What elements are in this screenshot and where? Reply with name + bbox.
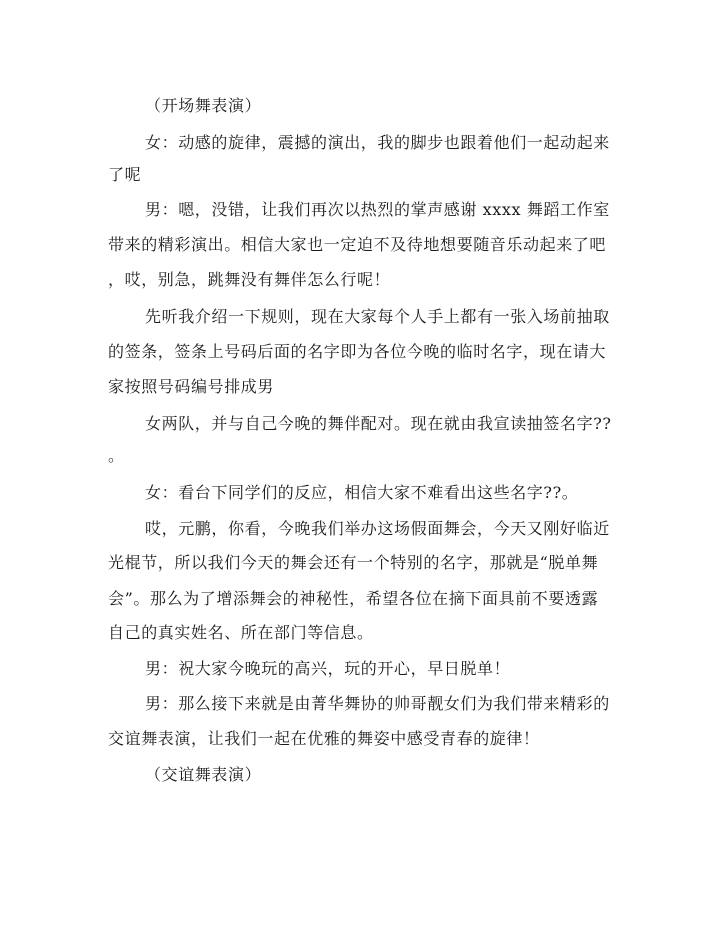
dialogue-line: 自己的真实姓名、所在部门等信息。 <box>108 623 374 642</box>
dialogue-line: 男：嗯，没错，让我们再次以热烈的掌声感谢 xxxx 舞蹈工作室 <box>145 200 610 219</box>
dialogue-line: 交谊舞表演，让我们一起在优雅的舞姿中感受青春的旋律！ <box>108 729 540 748</box>
dialogue-line: 。 <box>108 446 125 465</box>
dialogue-line: ，哎，别急，跳舞没有舞伴怎么行呢！ <box>108 270 391 289</box>
dialogue-line: 光棍节，所以我们今天的舞会还有一个特别的名字，那就是“脱单舞 <box>108 553 599 572</box>
stage-direction-ballroom-dance: （交谊舞表演） <box>145 765 262 784</box>
dialogue-line: 家按照号码编号排成男 <box>108 377 275 396</box>
dialogue-line: 带来的精彩演出。相信大家也一定迫不及待地想要随音乐动起来了吧 <box>108 235 607 254</box>
dialogue-line: 会”。那么为了增添舞会的神秘性，希望各位在摘下面具前不要透露 <box>108 589 599 608</box>
dialogue-line: 的签条，签条上号码后面的名字即为各位今晚的临时名字，现在请大 <box>108 342 607 361</box>
dialogue-line: 了呢 <box>108 165 142 184</box>
dialogue-line: 哎，元鹏，你看，今晚我们举办这场假面舞会，今天又刚好临近 <box>145 519 610 538</box>
dialogue-line: 先听我介绍一下规则，现在大家每个人手上都有一张入场前抽取 <box>145 307 610 326</box>
dialogue-line: 女：动感的旋律，震撼的演出，我的脚步也跟着他们一起动起来 <box>145 133 610 152</box>
stage-direction-opening-dance: （开场舞表演） <box>145 96 262 115</box>
dialogue-line: 男：祝大家今晚玩的高兴，玩的开心，早日脱单！ <box>145 659 511 678</box>
dialogue-line: 男：那么接下来就是由菁华舞协的帅哥靓女们为我们带来精彩的 <box>145 694 610 713</box>
dialogue-line: 女两队，并与自己今晚的舞伴配对。现在就由我宣读抽签名字?? <box>145 414 612 433</box>
dialogue-line: 女：看台下同学们的反应，相信大家不难看出这些名字??。 <box>145 483 579 502</box>
